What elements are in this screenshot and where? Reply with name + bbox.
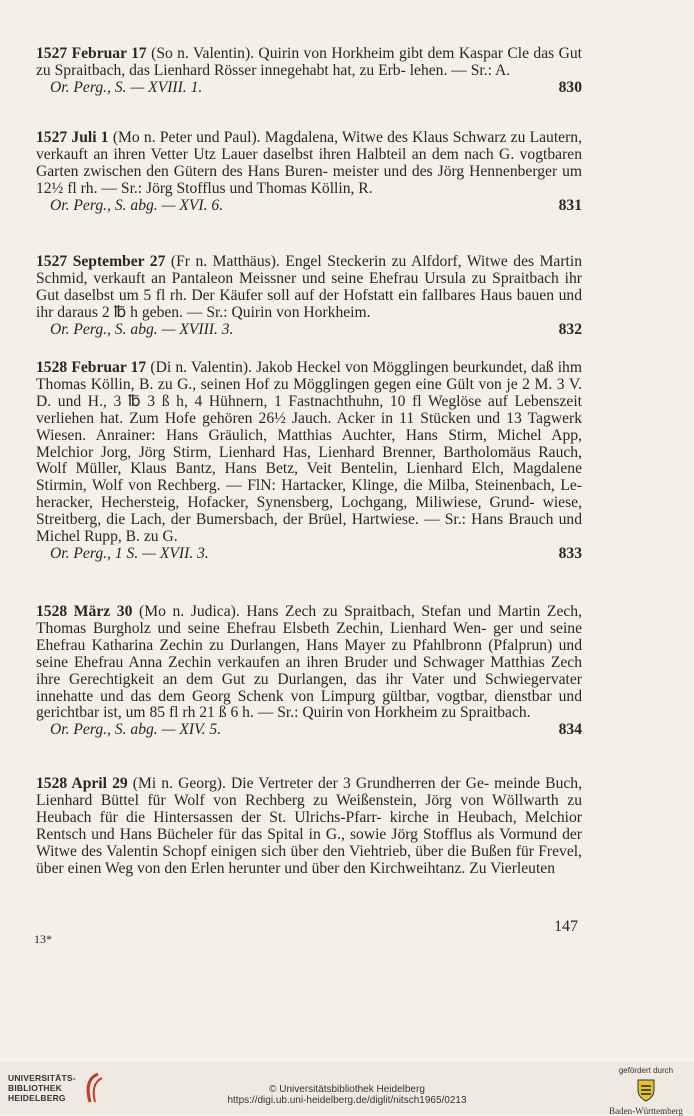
sponsor-label: gefördert durch [618,1066,674,1075]
entry-date: 1528 Februar 17 [36,359,147,376]
entry-text: (Di n. Valentin). Jakob Heckel von Mögglingen beurkundet, daß ihm Thomas Köllin, B. zu G., seinen Hof zu Mögglingen gegen eine Gült von je 2 M. 3 V. D. und H., 3 ℔ 3 ß h, 4 Hühnern, 1 Fastnachthuhn, 10 fl Weglöse auf Lebenszeit verliehen hat. Zum Hofe gehören 26½ Jauch. Acker in 11 Stücken und 13 Tagwerk Wiesen. Anrainer: Hans Gräulich, Matthias Auchter, Hans Stirm, Michel App, Melchior Jorg, Jörg Stirm, Lienhard Has, Lienhard Brenner, Bartholomäus Rauch, Wolf Müller, Klaus Bantz, Hans Betz, Veit Bentelin, Lienhard Elch, Magdalene Stirmin, Wolf von Rechberg. — FlN: Hartacker, Klinge, die Milba, Steinenbach, Le- heracker, Hechersteig, Hofacker, Synensberg, Lochgang, Miliwiese, Grund- wiese, Streitberg, die Lach, der Bumersbach, der Brüel, Hartwiese. — Sr.: Hans Brauch und Michel Rupp, B. zu G. [36,359,582,546]
library-line: UNIVERSITÄTS- [8,1073,76,1083]
entry-830 [36,46,582,97]
entry-source: Or. Perg., S. abg. — XVIII. 3. [50,320,234,338]
entry-date: 1527 Juli 1 [36,129,109,146]
page-number: 147 [554,918,578,935]
entry-834 [36,604,582,739]
entry-date: 1528 März 30 [36,603,133,620]
entry-number: 834 [558,721,582,739]
library-line: BIBLIOTHEK [8,1083,62,1093]
entry-832 [36,254,582,339]
copyright-text: © Universitätsbibliothek Heidelberg [269,1084,425,1095]
entry-date: 1527 Februar 17 [36,45,147,62]
entry-source: Or. Perg., 1 S. — XVII. 3. [50,544,209,562]
sponsor-name: Baden-Württemberg [609,1106,683,1116]
entry-source: Or. Perg., S. abg. — XVI. 6. [50,196,224,214]
footer-bar [0,1062,694,1114]
sponsor-block [606,1066,686,1116]
entry-number: 833 [558,544,582,562]
permalink[interactable]: https://digi.ub.uni-heidelberg.de/diglit/nitsch1965/0213 [227,1095,467,1106]
entry-number: 830 [558,78,582,96]
entry-text: (Fr n. Matthäus). Engel Steckerin zu Alfdorf, Witwe des Martin Schmid, verkauft an Pantaleon Meissner und seine Ehefrau Ursula zu Spraitbach ihr Gut daselbst um 5 fl rh. Der Käufer soll auf der Hofstatt ein fallbares Haus bauen und ihr daraus 2 ℔ h geben. — Sr.: Quirin von Horkheim. [36,253,583,321]
entry-date: 1528 April 29 [36,775,128,792]
library-line: HEIDELBERG [8,1093,66,1103]
state-crest-icon [636,1078,656,1102]
entry-source: Or. Perg., S. abg. — XIV. 5. [50,721,222,739]
entry-text: (Mo n. Judica). Hans Zech zu Spraitbach, Stefan und Martin Zech, Thomas Burgholz und seine Ehefrau Elsbeth Zechin, Lienhard Wen- ger und seine Ehefrau Katharina Zechin zu Durlangen, Hans Mayer zu Pfahlbronn (Pfalprun) und seine Ehefrau Anna Zechin verkaufen an ihren Bruder und Schwager Matthias Zech ihre Gerechtigkeit an dem Gut zu Durlangen, das ihr Vater und Schwiegervater innehatte und das dem Georg Schenk von Limpurg gültbar, vogtbar, dienstbar und gerichtbar ist, um 85 fl rh 21 ß 6 h. — Sr.: Quirin von Horkheim zu Spraitbach. [36,603,582,722]
entry-date: 1527 September 27 [36,253,166,270]
entry-835 [36,776,582,877]
entry-number: 831 [558,196,582,214]
entry-number: 832 [558,320,582,338]
signature-mark: 13* [34,932,52,946]
entry-source: Or. Perg., S. — XVIII. 1. [50,78,203,96]
entry-text: (So n. Valentin). Quirin von Horkheim gibt dem Kaspar Cle das Gut zu Spraitbach, das Lienhard Rösser innegehabt hat, zu Erb- lehen. — Sr.: A. [36,45,582,79]
entry-831 [36,130,582,215]
entry-text: (Mi n. Georg). Die Vertreter der 3 Grundherren der Ge- meinde Buch, Lienhard Büttel für Wolf von Rechberg zu Weißenstein, Jörg von Wöllwarth zu Heubach für die Hintersassen der St. Ulrichs-Pfarr- kirche in Heubach, Melchior Rentsch und Hans Bücheler für das Spital in G., sowie Jörg Stofflus als Vormund der Witwe des Valentin Schopf einigen sich über den Viehtrieb, über die Bußen für Frevel, über einen Weg von den Erlen herunter und über den Kirchweihtanz. Zu Vierleuten [36,775,582,877]
entry-text: (Mo n. Peter und Paul). Magdalena, Witwe des Klaus Schwarz zu Lautern, verkauft an ihren Vetter Utz Lauer daselbst ihren Halbteil an dem nach G. vogtbaren Garten zwischen den Gütern des Hans Buren- meister und des Jörg Hennenberger um 12½ fl rh. — Sr.: Jörg Stofflus und Thomas Köllin, R. [36,129,582,197]
entry-833 [36,360,582,563]
